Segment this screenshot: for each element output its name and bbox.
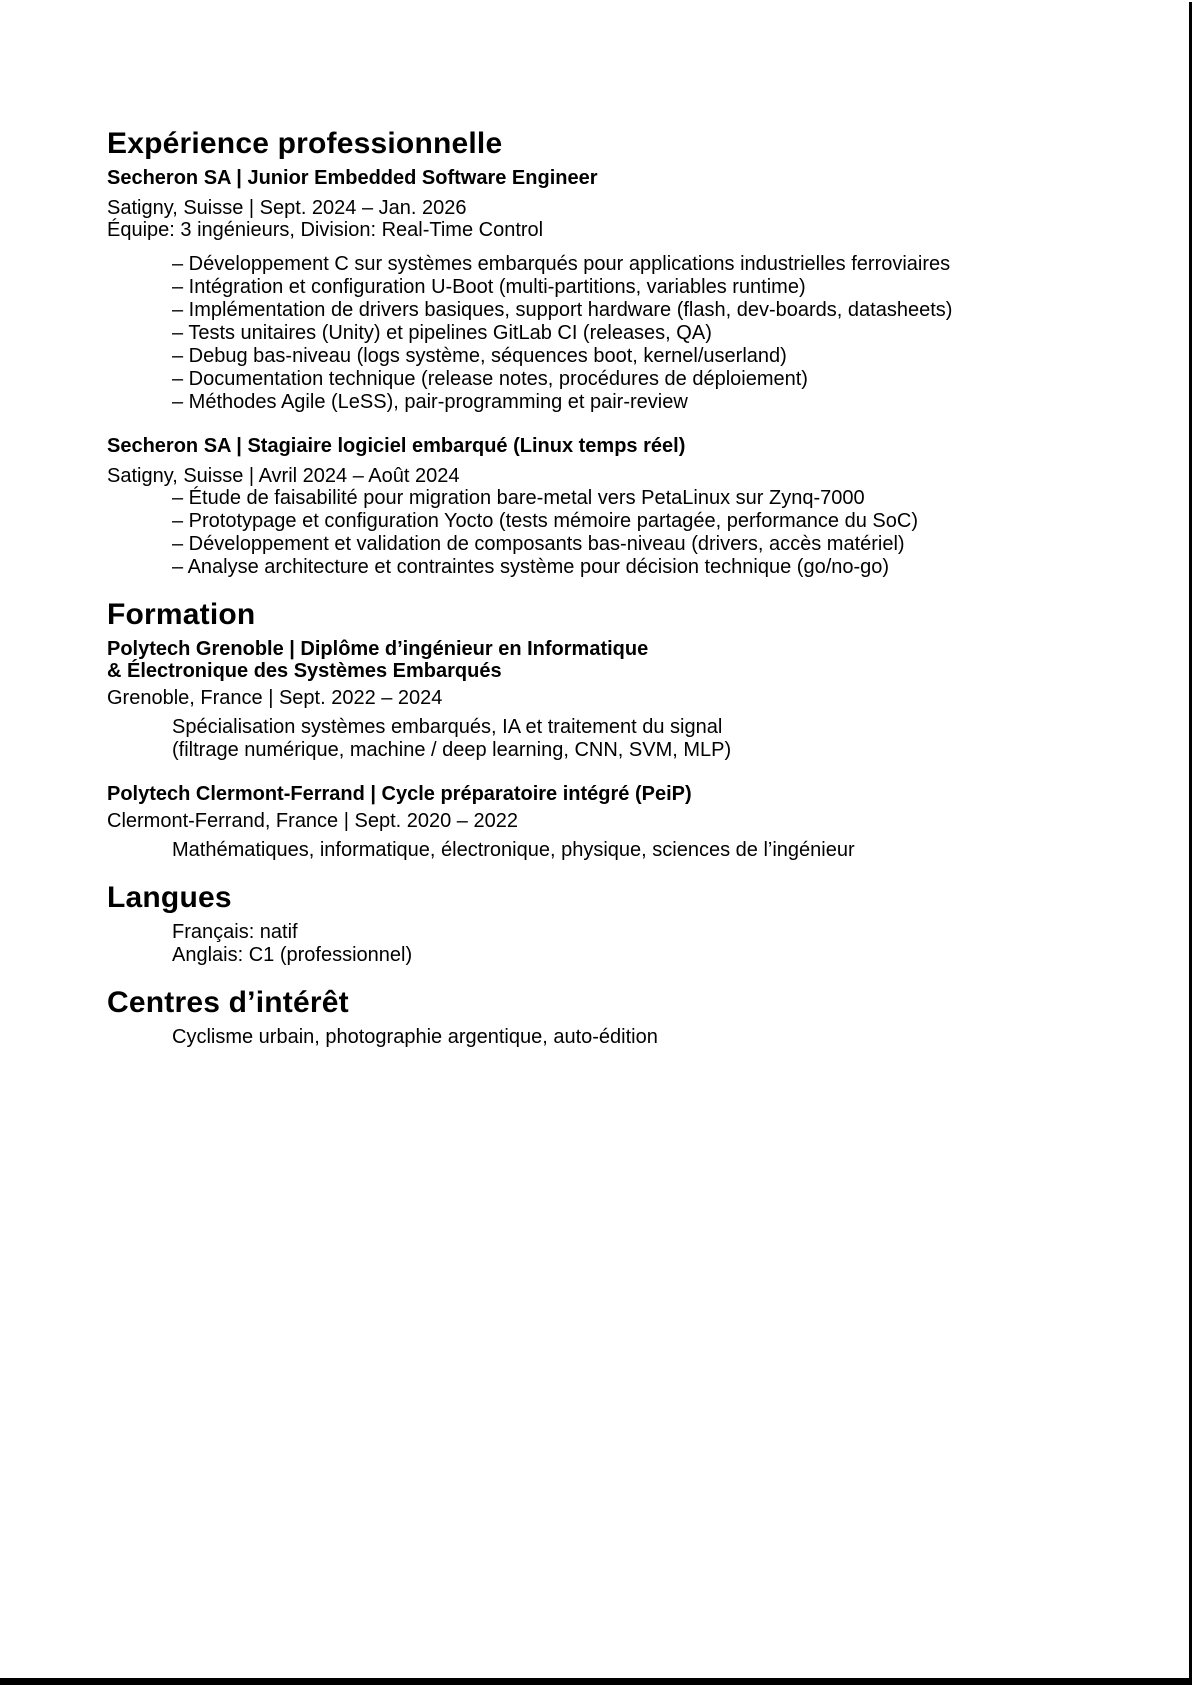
job-entry-junior	[107, 167, 1152, 414]
school-details	[107, 839, 1152, 862]
bullet-line: – Étude de faisabilité pour migration bare-metal vers PetaLinux sur Zynq-7000	[172, 487, 865, 509]
bullet-line: – Analyse architecture et contraintes système pour décision technique (go/no-go)	[172, 556, 890, 578]
school-title	[107, 783, 1152, 805]
language-line: Français: natif	[172, 921, 298, 943]
langues-list	[107, 921, 1152, 967]
school-title	[107, 638, 1152, 682]
bullet-line: – Debug bas-niveau (logs système, séquences boot, kernel/userland)	[172, 345, 787, 367]
formation-heading: Formation	[107, 598, 256, 631]
section-formation	[107, 597, 1152, 862]
section-langues	[107, 880, 1152, 967]
bullet-line: – Intégration et configuration U-Boot (multi-partitions, variables runtime)	[172, 276, 806, 298]
page-edge-bottom	[0, 1678, 1192, 1685]
bullet-line: – Méthodes Agile (LeSS), pair-programming et pair-review	[172, 391, 688, 413]
job-location-dates: Satigny, Suisse | Avril 2024 – Août 2024	[107, 465, 460, 487]
experience-heading: Expérience professionnelle	[107, 127, 503, 160]
bullet-line: – Implémentation de drivers basiques, support hardware (flash, dev-boards, datasheets)	[172, 299, 953, 321]
school-entry-clermont	[107, 783, 1152, 862]
bullet-line: – Tests unitaires (Unity) et pipelines GitLab CI (releases, QA)	[172, 322, 712, 344]
interets-heading: Centres d’intérêt	[107, 986, 349, 1019]
interest-line: Cyclisme urbain, photographie argentique, auto-édition	[172, 1026, 658, 1048]
bullet-line: – Documentation technique (release notes, procédures de déploiement)	[172, 368, 808, 390]
langues-heading: Langues	[107, 881, 232, 914]
bullet-line: – Développement C sur systèmes embarqués pour applications industrielles ferroviaires	[172, 253, 951, 275]
job-title: Secheron SA | Junior Embedded Software Engineer	[107, 167, 598, 189]
job-bullet-list	[107, 487, 1152, 579]
interets-list	[107, 1026, 1152, 1049]
detail-line: Mathématiques, informatique, électronique, physique, sciences de l’ingénieur	[172, 839, 855, 861]
job-entry-stagiaire	[107, 435, 1152, 579]
bullet-line: – Développement et validation de composants bas-niveau (drivers, accès matériel)	[172, 533, 905, 555]
section-interets	[107, 985, 1152, 1049]
detail-line: Spécialisation systèmes embarqués, IA et traitement du signal	[172, 716, 723, 738]
school-title-line1: Polytech Clermont-Ferrand | Cycle préparatoire intégré (PeiP)	[107, 783, 692, 805]
job-location-dates: Satigny, Suisse | Sept. 2024 – Jan. 2026	[107, 197, 467, 219]
school-title-line1: Polytech Grenoble | Diplôme d’ingénieur en Informatique	[107, 638, 649, 660]
section-experience	[107, 126, 1152, 579]
detail-line: (filtrage numérique, machine / deep learning, CNN, SVM, MLP)	[172, 739, 732, 761]
job-team-info: Équipe: 3 ingénieurs, Division: Real-Time Control	[107, 219, 544, 241]
school-entry-grenoble	[107, 638, 1152, 762]
job-bullet-list	[107, 253, 1152, 414]
language-line: Anglais: C1 (professionnel)	[172, 944, 413, 966]
school-title-line2: & Électronique des Systèmes Embarqués	[107, 660, 502, 682]
school-location-dates: Clermont-Ferrand, France | Sept. 2020 – 2022	[107, 810, 518, 832]
bullet-line: – Prototypage et configuration Yocto (tests mémoire partagée, performance du SoC)	[172, 510, 918, 532]
job-title: Secheron SA | Stagiaire logiciel embarqué (Linux temps réel)	[107, 435, 686, 457]
school-details	[107, 716, 1152, 762]
school-location-dates: Grenoble, France | Sept. 2022 – 2024	[107, 687, 443, 709]
